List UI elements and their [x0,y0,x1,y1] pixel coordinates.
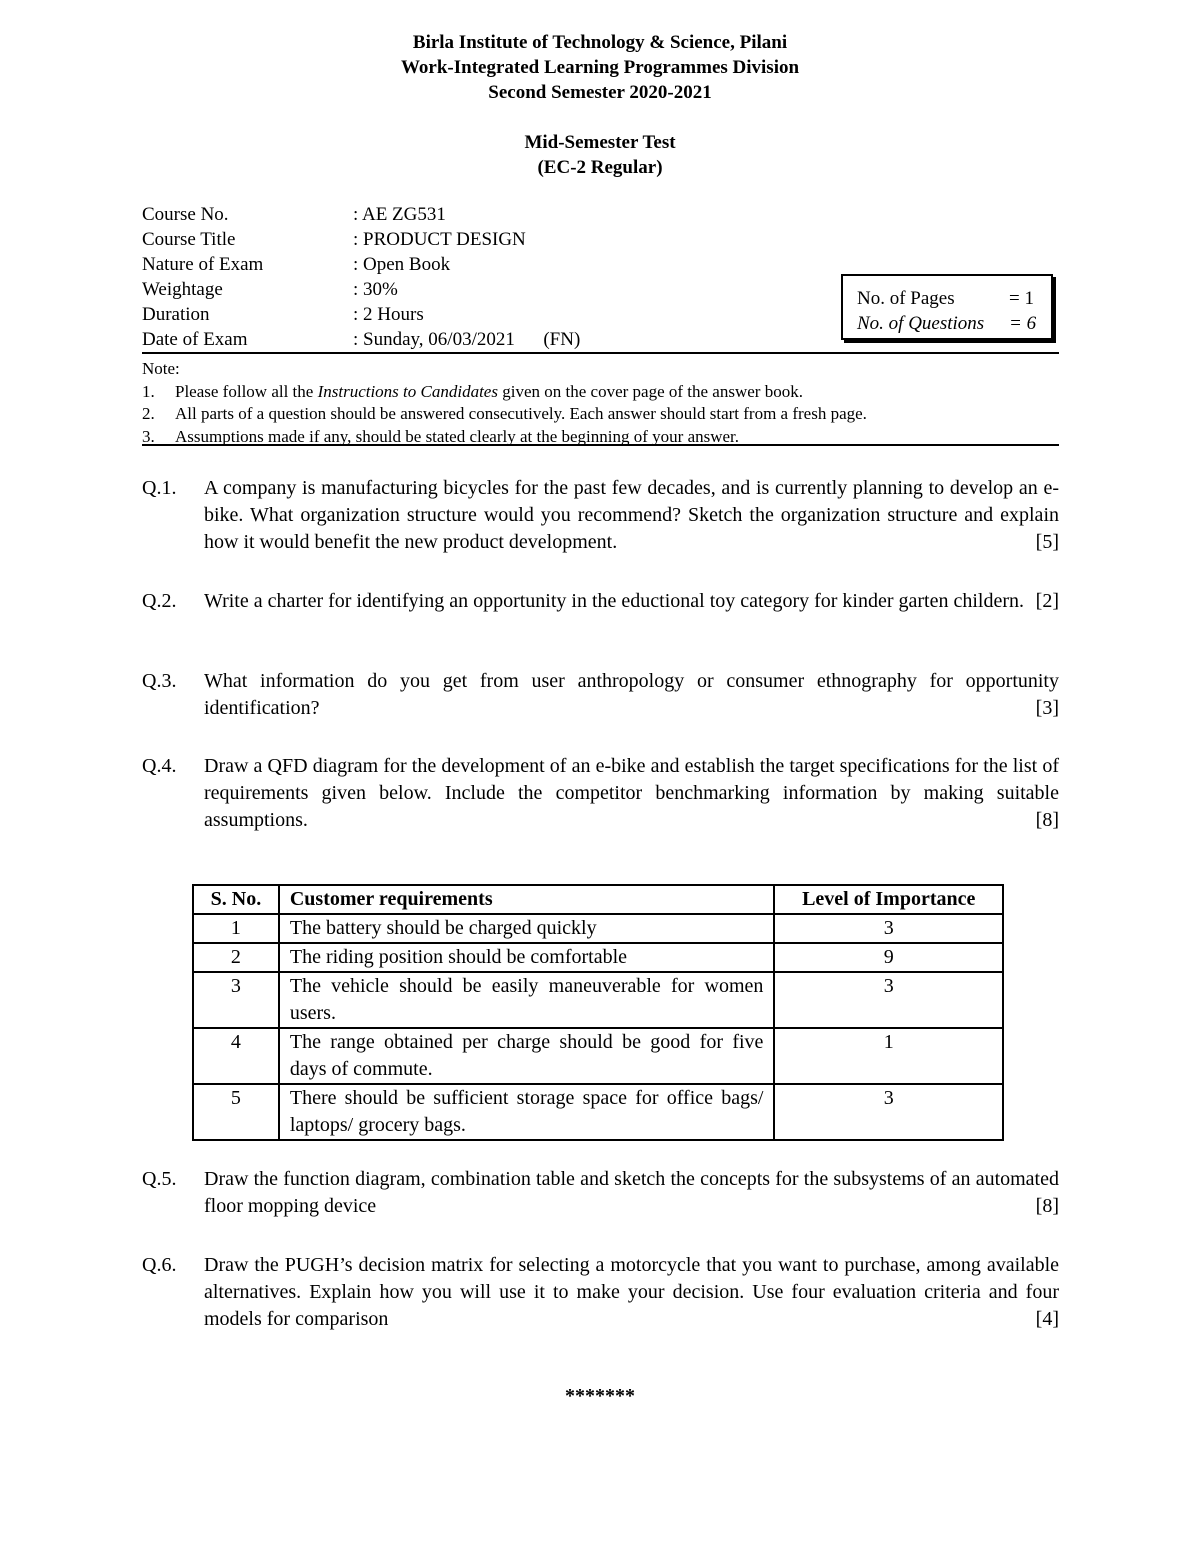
question-marks: [3] [1035,697,1059,719]
note-number: 2. [142,404,155,423]
test-regular: (EC-2 Regular) [537,157,663,178]
requirements-table [192,884,1004,1141]
note-text: All parts of a question should be answered consecutively. Each answer should start from a fresh page. [175,404,867,423]
info-value: : Open Book [353,254,451,275]
info-label: Weightage [142,279,223,300]
column-header: Customer requirements [279,885,775,914]
institute-name: Birla Institute of Technology & Science, Pilani [412,32,788,53]
end-marker: ******* [565,1385,635,1407]
info-value: : Sunday, 06/03/2021 (FN) [353,329,581,350]
info-label: Course Title [142,229,236,250]
info-value: : AE ZG531 [353,204,446,225]
pages-count-box [841,274,1053,340]
info-label: Course No. [142,204,229,225]
column-header: S. No. [193,885,279,914]
question-text: Draw the function diagram, combination table and sketch the concepts for the subsystems of an automated floor mopping device [8] [204,1166,1059,1220]
note-number: 3. [142,426,155,446]
question-text: What information do you get from user anthropology or consumer ethnography for opportunity identification? [3] [204,668,1059,722]
cell-requirement: The vehicle should be easily maneuverable for women users. [279,972,775,1028]
question-number: Q.5. [142,1168,177,1190]
question [142,753,1059,834]
info-row [142,327,580,352]
questions-label: No. of Questions [857,313,985,334]
question-marks: [2] [1035,590,1059,612]
cell-importance: 9 [774,943,1003,972]
question-number: Q.6. [142,1254,177,1276]
exam-header [0,30,1200,105]
question-number: Q.2. [142,590,177,612]
cell-requirement: The battery should be charged quickly [279,914,775,943]
notes-section [142,358,1059,448]
table-row [193,914,1003,943]
cell-sno: 4 [193,1028,279,1084]
pages-value: = 1 [1009,288,1034,309]
question-number: Q.4. [142,755,177,777]
question-number: Q.1. [142,477,177,499]
note-item [142,381,1059,404]
cell-sno: 2 [193,943,279,972]
cell-sno: 3 [193,972,279,1028]
note-text: Assumptions made if any, should be stated clearly at the beginning of your answer. [175,426,740,446]
info-row [142,227,580,252]
table-row [193,972,1003,1028]
table-row [193,1084,1003,1140]
info-value: : 2 Hours [353,304,424,325]
cell-importance: 3 [774,972,1003,1028]
cell-requirement: The range obtained per charge should be good for five days of commute. [279,1028,775,1084]
test-name: Mid-Semester Test [524,132,676,153]
question-text: Draw a QFD diagram for the development of an e-bike and establish the target specifications for the list of requirements given below. Include the competitor benchmarking information by making suitable assumptions. [8] [204,753,1059,834]
info-row [142,302,580,327]
info-label: Nature of Exam [142,254,264,275]
questions-value: = 6 [1009,313,1037,334]
info-row [142,202,580,227]
cell-importance: 3 [774,1084,1003,1140]
cell-importance: 1 [774,1028,1003,1084]
cell-sno: 5 [193,1084,279,1140]
info-row [142,277,580,302]
division-name: Work-Integrated Learning Programmes Division [400,57,800,78]
table-header-row [193,885,1003,914]
question-marks: [8] [1035,1195,1059,1217]
note-emphasis: Instructions to Candidates [317,381,498,401]
info-value: : PRODUCT DESIGN [353,229,526,250]
question-marks: [4] [1035,1308,1059,1330]
question [142,475,1059,556]
cell-sno: 1 [193,914,279,943]
test-title [0,130,1200,180]
question [142,588,1059,615]
note-text: Please follow all the Instructions to Candidates given on the cover page of the answer book. [175,381,803,401]
question [142,1166,1059,1220]
semester: Second Semester 2020-2021 [488,82,712,103]
cell-importance: 3 [774,914,1003,943]
note-number: 1. [142,381,155,401]
note-item [142,403,1059,426]
question-text: Draw the PUGH’s decision matrix for selecting a motorcycle that you want to purchase, among available alternatives. Explain how you will use it to make your decision. Use four evaluation criteria and four models for comparison [4] [204,1252,1059,1333]
question-marks: [8] [1035,809,1059,831]
question [142,668,1059,722]
info-label: Date of Exam [142,329,248,350]
table-row [193,943,1003,972]
divider [142,352,1059,354]
cell-requirement: The riding position should be comfortable [279,943,775,972]
table-row [193,1028,1003,1084]
pages-label: No. of Pages [857,288,955,309]
divider [142,444,1059,446]
info-row [142,252,580,277]
question-number: Q.3. [142,670,177,692]
info-value: : 30% [353,279,398,300]
info-label: Duration [142,304,210,325]
notes-title: Note: [142,359,180,378]
question-marks: [5] [1035,531,1059,553]
column-header: Level of Importance [774,885,1003,914]
question-text: A company is manufacturing bicycles for the past few decades, and is currently planning to develop an e-bike. What organization structure would you recommend? Sketch the organization structure and explain how it would benefit the new product development. [5] [204,475,1059,556]
course-info [142,202,580,352]
question-text: Write a charter for identifying an opportunity in the eductional toy category for kinder garten childern. [2] [204,588,1059,615]
cell-requirement: There should be sufficient storage space for office bags/ laptops/ grocery bags. [279,1084,775,1140]
question [142,1252,1059,1333]
